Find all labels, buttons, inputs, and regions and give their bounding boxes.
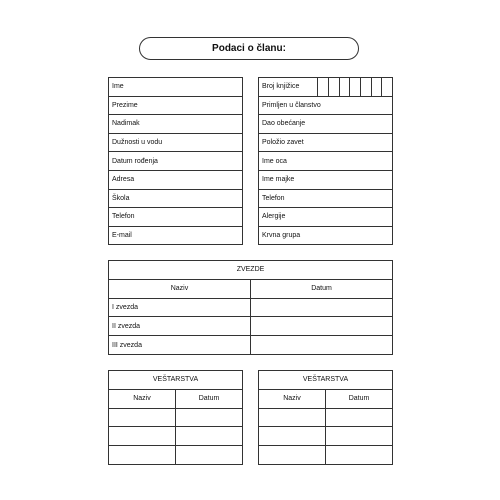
- table-row: [109, 208, 243, 227]
- table-row: [259, 389, 393, 408]
- card-number-digit-box: [360, 78, 371, 97]
- table-row: [259, 96, 393, 115]
- table-row: [109, 371, 243, 390]
- field-label-promise: Dao obećanje: [259, 115, 393, 134]
- skills-heading: VEŠTARSTVA: [259, 371, 393, 390]
- stars-table: [108, 260, 393, 355]
- field-label-allergies: Alergije: [259, 208, 393, 227]
- skills-right-table: [258, 370, 393, 465]
- card-number-digit-box: [382, 78, 393, 97]
- table-row: [259, 371, 393, 390]
- field-label-parent-phone: Telefon: [259, 189, 393, 208]
- table-row: [259, 115, 393, 134]
- skills-col-name: Naziv: [109, 389, 176, 408]
- card-number-digit-box: [318, 78, 329, 97]
- card-number-digit-box: [339, 78, 350, 97]
- table-row: [259, 208, 393, 227]
- field-label-email: E-mail: [109, 226, 243, 245]
- table-row: [109, 170, 243, 189]
- field-label-father-name: Ime oca: [259, 152, 393, 171]
- field-label-last-name: Prezime: [109, 96, 243, 115]
- skill-name-cell: [109, 427, 176, 446]
- table-row: [259, 446, 393, 465]
- skill-name-cell: [259, 408, 326, 427]
- table-row: [109, 152, 243, 171]
- star-date-cell: [251, 298, 393, 317]
- table-row: [109, 78, 243, 97]
- table-row: [109, 408, 243, 427]
- table-row: [109, 96, 243, 115]
- table-row: [109, 298, 393, 317]
- star-name-cell: I zvezda: [109, 298, 251, 317]
- skill-date-cell: [176, 446, 243, 465]
- star-date-cell: [251, 317, 393, 336]
- skill-date-cell: [326, 408, 393, 427]
- table-row: [109, 279, 393, 298]
- skills-col-date: Datum: [176, 389, 243, 408]
- field-label-nickname: Nadimak: [109, 115, 243, 134]
- stars-heading: ZVEZDE: [109, 261, 393, 280]
- skills-col-date: Datum: [326, 389, 393, 408]
- table-row: [109, 427, 243, 446]
- table-row: [109, 446, 243, 465]
- skills-left-table: [108, 370, 243, 465]
- skill-name-cell: [109, 446, 176, 465]
- form-title: Podaci o članu:: [139, 37, 359, 60]
- table-row: [109, 261, 393, 280]
- member-info-right-table: [258, 77, 393, 245]
- skill-name-cell: [109, 408, 176, 427]
- table-row: [109, 389, 243, 408]
- table-row: [109, 226, 243, 245]
- field-label-membership-date: Primljen u članstvo: [259, 96, 393, 115]
- table-row: [109, 336, 393, 355]
- table-row: [259, 170, 393, 189]
- table-row: [109, 115, 243, 134]
- field-label-phone: Telefon: [109, 208, 243, 227]
- field-label-birth-date: Datum rođenja: [109, 152, 243, 171]
- table-row: [259, 408, 393, 427]
- skill-date-cell: [176, 427, 243, 446]
- table-row: [259, 152, 393, 171]
- skill-name-cell: [259, 427, 326, 446]
- field-label-school: Škola: [109, 189, 243, 208]
- star-name-cell: III zvezda: [109, 336, 251, 355]
- field-label-oath: Položio zavet: [259, 133, 393, 152]
- member-info-left-table: [108, 77, 243, 245]
- stars-col-name: Naziv: [109, 279, 251, 298]
- field-label-membership-card-number: Broj knjižice: [259, 78, 318, 97]
- field-label-blood-type: Krvna grupa: [259, 226, 393, 245]
- field-label-mother-name: Ime majke: [259, 170, 393, 189]
- field-label-address: Adresa: [109, 170, 243, 189]
- table-row: [259, 78, 393, 97]
- skills-heading: VEŠTARSTVA: [109, 371, 243, 390]
- skill-date-cell: [326, 427, 393, 446]
- table-row: [259, 226, 393, 245]
- card-number-digit-box: [328, 78, 339, 97]
- star-date-cell: [251, 336, 393, 355]
- star-name-cell: II zvezda: [109, 317, 251, 336]
- field-label-first-name: Ime: [109, 78, 243, 97]
- skill-name-cell: [259, 446, 326, 465]
- skill-date-cell: [176, 408, 243, 427]
- field-label-patrol-duties: Dužnosti u vodu: [109, 133, 243, 152]
- card-number-digit-box: [371, 78, 382, 97]
- table-row: [259, 189, 393, 208]
- stars-col-date: Datum: [251, 279, 393, 298]
- skill-date-cell: [326, 446, 393, 465]
- table-row: [109, 133, 243, 152]
- table-row: [109, 317, 393, 336]
- table-row: [109, 189, 243, 208]
- card-number-digit-box: [350, 78, 361, 97]
- table-row: [259, 133, 393, 152]
- skills-col-name: Naziv: [259, 389, 326, 408]
- table-row: [259, 427, 393, 446]
